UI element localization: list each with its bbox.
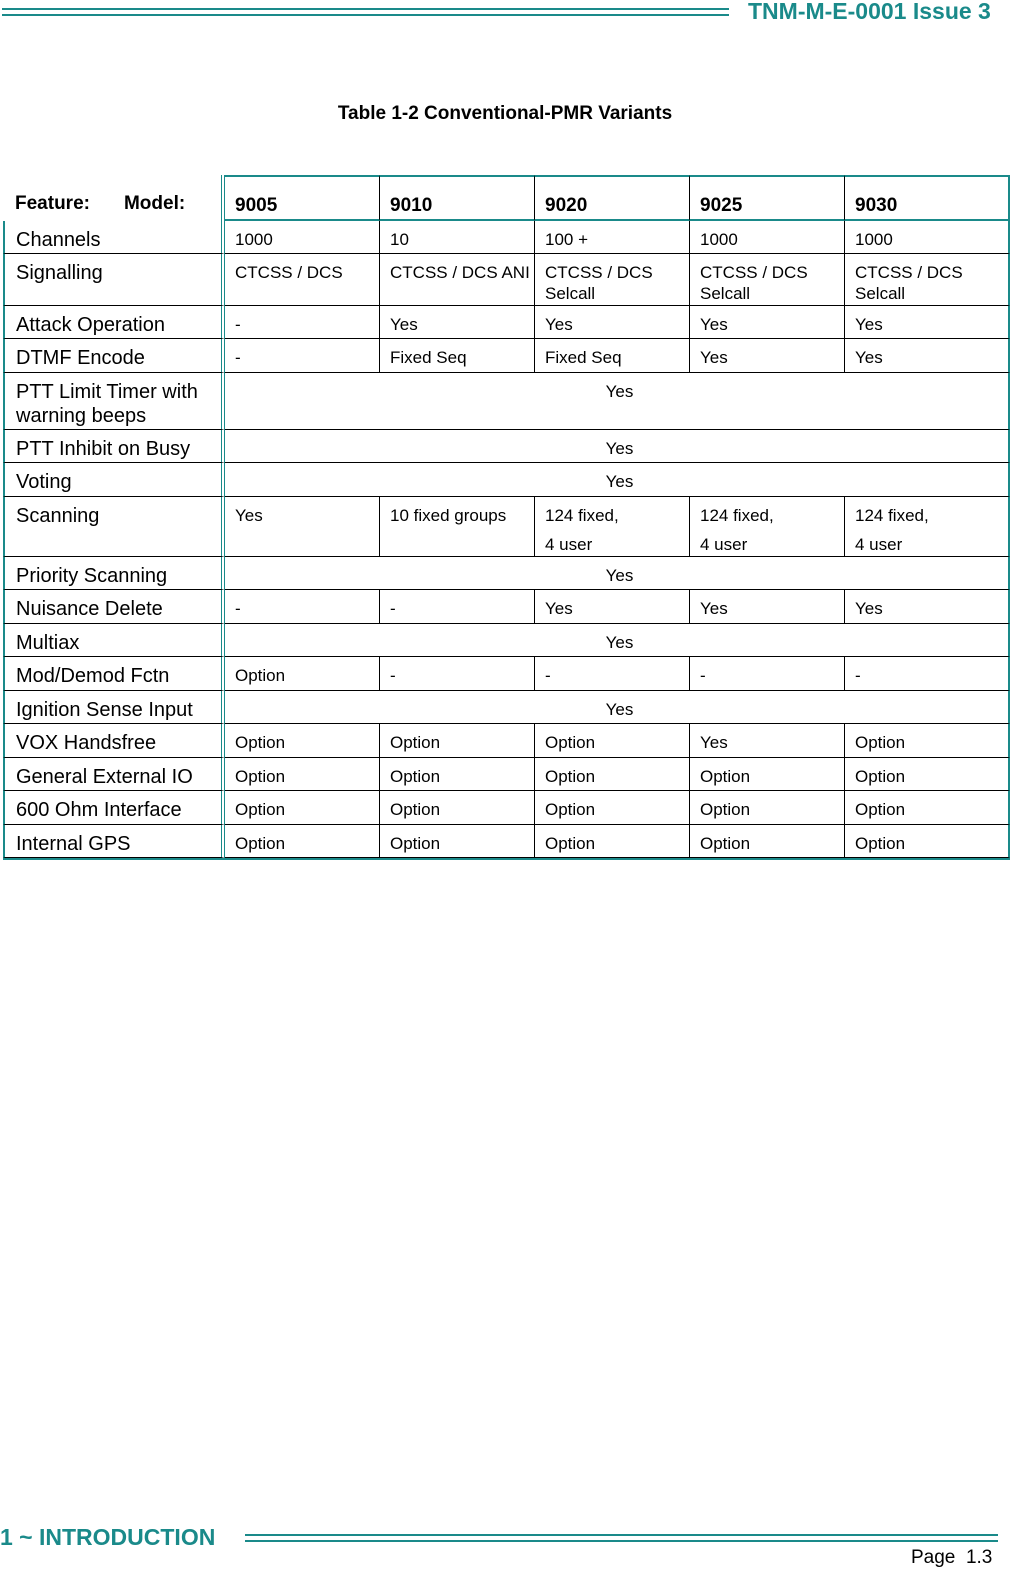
table-row bbox=[3, 254, 1010, 306]
value-line: 124 fixed, bbox=[700, 506, 774, 525]
value-cell bbox=[690, 497, 845, 557]
value-cell: 1000 bbox=[225, 221, 380, 254]
page-label: Page bbox=[911, 1547, 956, 1568]
value-line: 124 fixed, bbox=[545, 506, 619, 525]
value-cell: Option bbox=[535, 791, 690, 825]
all-models-cell: Yes bbox=[225, 373, 1010, 430]
value-cell: Option bbox=[225, 791, 380, 825]
model-header: 9020 bbox=[535, 175, 690, 221]
table-row bbox=[3, 590, 1010, 624]
feature-cell: VOX Handsfree bbox=[3, 724, 225, 758]
feature-cell: Internal GPS bbox=[3, 825, 225, 858]
value-cell: Option bbox=[225, 758, 380, 791]
value-cell: Option bbox=[845, 724, 1010, 758]
value-cell: Option bbox=[380, 724, 535, 758]
table-header-row bbox=[3, 175, 1010, 221]
value-cell: Option bbox=[225, 724, 380, 758]
value-line: 4 user bbox=[545, 535, 593, 554]
value-cell: Fixed Seq bbox=[535, 339, 690, 373]
all-models-cell: Yes bbox=[225, 624, 1010, 657]
table-row bbox=[3, 430, 1010, 463]
value-cell: Yes bbox=[380, 306, 535, 339]
feature-cell: Channels bbox=[3, 221, 225, 254]
value-line: 4 user bbox=[700, 535, 748, 554]
value-cell: Yes bbox=[225, 497, 380, 557]
feature-cell: DTMF Encode bbox=[3, 339, 225, 373]
value-cell: Option bbox=[845, 758, 1010, 791]
table-row bbox=[3, 221, 1010, 254]
value-cell: Option bbox=[535, 825, 690, 858]
table-row bbox=[3, 791, 1010, 825]
value-cell bbox=[535, 497, 690, 557]
table-row bbox=[3, 463, 1010, 497]
all-models-cell: Yes bbox=[225, 691, 1010, 724]
table-row bbox=[3, 497, 1010, 557]
value-line: 124 fixed, bbox=[855, 506, 929, 525]
value-cell: 100 + bbox=[535, 221, 690, 254]
table-body bbox=[3, 221, 1010, 858]
value-cell: 1000 bbox=[845, 221, 1010, 254]
feature-cell: Nuisance Delete bbox=[3, 590, 225, 624]
feature-cell: Ignition Sense Input bbox=[3, 691, 225, 724]
value-cell: - bbox=[845, 657, 1010, 691]
feature-cell: General External IO bbox=[3, 758, 225, 791]
model-header: 9005 bbox=[225, 175, 380, 221]
table-row bbox=[3, 557, 1010, 590]
value-cell: Option bbox=[535, 724, 690, 758]
model-label: Model: bbox=[123, 193, 186, 214]
table-row bbox=[3, 306, 1010, 339]
value-cell: CTCSS / DCS Selcall bbox=[690, 254, 845, 306]
table-row bbox=[3, 758, 1010, 791]
feature-label: Feature: bbox=[15, 193, 90, 214]
all-models-cell: Yes bbox=[225, 557, 1010, 590]
section-title: 1 ~ INTRODUCTION bbox=[0, 1524, 216, 1550]
variants-table bbox=[3, 175, 1010, 858]
model-header: 9030 bbox=[845, 175, 1010, 221]
value-cell: Option bbox=[845, 825, 1010, 858]
feature-cell: Signalling bbox=[3, 254, 225, 306]
feature-cell: PTT Inhibit on Busy bbox=[3, 430, 225, 463]
value-cell: 10 fixed groups bbox=[380, 497, 535, 557]
value-cell: 10 bbox=[380, 221, 535, 254]
variants-table-frame bbox=[3, 175, 1010, 860]
value-cell bbox=[845, 497, 1010, 557]
value-line: 4 user bbox=[855, 535, 903, 554]
table-row bbox=[3, 339, 1010, 373]
value-cell: CTCSS / DCS bbox=[225, 254, 380, 306]
model-header: 9025 bbox=[690, 175, 845, 221]
page-number bbox=[911, 1547, 992, 1569]
footer-rule bbox=[245, 1534, 998, 1542]
value-cell: Option bbox=[380, 791, 535, 825]
value-cell: Option bbox=[690, 791, 845, 825]
feature-cell: Priority Scanning bbox=[3, 557, 225, 590]
value-cell: Option bbox=[690, 825, 845, 858]
feature-cell: Multiax bbox=[3, 624, 225, 657]
table-row bbox=[3, 825, 1010, 858]
feature-cell: Attack Operation bbox=[3, 306, 225, 339]
corner-header bbox=[3, 175, 225, 221]
table-row bbox=[3, 624, 1010, 657]
value-cell: CTCSS / DCS ANI bbox=[380, 254, 535, 306]
value-cell: Option bbox=[535, 758, 690, 791]
table-caption: Table 1-2 Conventional-PMR Variants bbox=[337, 103, 673, 124]
table-row bbox=[3, 724, 1010, 758]
value-cell: - bbox=[380, 657, 535, 691]
feature-cell: Voting bbox=[3, 463, 225, 497]
value-cell: - bbox=[535, 657, 690, 691]
value-cell: Yes bbox=[690, 306, 845, 339]
table-row bbox=[3, 657, 1010, 691]
value-cell: - bbox=[690, 657, 845, 691]
model-header: 9010 bbox=[380, 175, 535, 221]
table-row bbox=[3, 691, 1010, 724]
value-cell: Yes bbox=[845, 590, 1010, 624]
value-cell: CTCSS / DCS Selcall bbox=[845, 254, 1010, 306]
value-cell: Option bbox=[225, 825, 380, 858]
value-cell: Option bbox=[380, 825, 535, 858]
page-value: 1.3 bbox=[965, 1547, 993, 1568]
all-models-cell: Yes bbox=[225, 463, 1010, 497]
value-cell: - bbox=[225, 339, 380, 373]
feature-cell: Mod/Demod Fctn bbox=[3, 657, 225, 691]
value-cell: - bbox=[380, 590, 535, 624]
feature-cell: 600 Ohm Interface bbox=[3, 791, 225, 825]
value-cell: Yes bbox=[535, 590, 690, 624]
document-id: TNM-M-E-0001 Issue 3 bbox=[748, 0, 991, 24]
value-cell: Yes bbox=[690, 339, 845, 373]
value-cell: - bbox=[225, 306, 380, 339]
all-models-cell: Yes bbox=[225, 430, 1010, 463]
value-cell: Yes bbox=[690, 724, 845, 758]
feature-cell: Scanning bbox=[3, 497, 225, 557]
value-cell: Yes bbox=[845, 306, 1010, 339]
value-cell: Option bbox=[225, 657, 380, 691]
value-cell: Yes bbox=[690, 590, 845, 624]
value-cell: Yes bbox=[845, 339, 1010, 373]
value-cell: Option bbox=[690, 758, 845, 791]
value-cell: Fixed Seq bbox=[380, 339, 535, 373]
header-rule bbox=[2, 8, 729, 16]
value-cell: Option bbox=[845, 791, 1010, 825]
value-cell: 1000 bbox=[690, 221, 845, 254]
value-cell: Yes bbox=[535, 306, 690, 339]
table-row bbox=[3, 373, 1010, 430]
feature-cell: PTT Limit Timer with warning beeps bbox=[3, 373, 225, 430]
value-cell: Option bbox=[380, 758, 535, 791]
value-cell: CTCSS / DCS Selcall bbox=[535, 254, 690, 306]
value-cell: - bbox=[225, 590, 380, 624]
